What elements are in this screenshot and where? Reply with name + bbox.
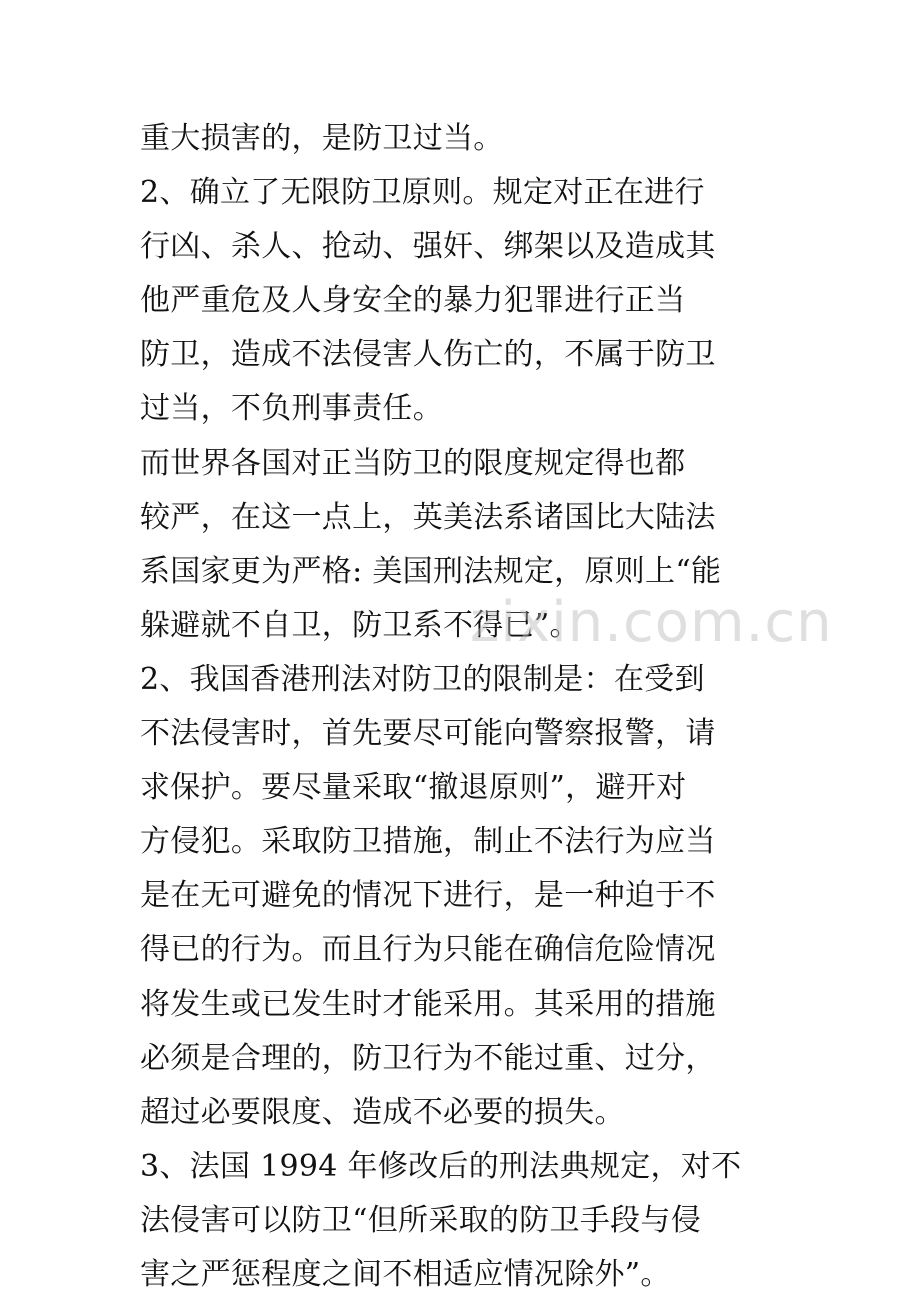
text-line: 不法侵害时，首先要尽可能向警察报警，请 [140, 716, 716, 752]
text-line: 3、法国 1994 年修改后的刑法典规定，对不 [140, 1148, 742, 1184]
text-line: 求保护。要尽量采取“撤退原则”，避开对 [140, 770, 687, 806]
text-line: 方侵犯。采取防卫措施，制止不法行为应当 [140, 824, 716, 860]
text-line: 他严重危及人身安全的暴力犯罪进行正当 [140, 283, 686, 319]
text-line: 必须是合理的，防卫行为不能过重、过分， [140, 1040, 716, 1076]
text-line: 躲避就不自卫，防卫系不得已”。 [140, 607, 580, 643]
text-line: 而世界各国对正当防卫的限度规定得也都 [140, 445, 686, 481]
text-line: 较严，在这一点上，英美法系诸国比大陆法 [140, 499, 716, 535]
text-line: 法侵害可以防卫“但所采取的防卫手段与侵 [140, 1202, 702, 1238]
text-line: 重大损害的，是防卫过当。 [140, 121, 504, 156]
text-line: 2、我国香港刑法对防卫的限制是：在受到 [140, 661, 705, 697]
text-line: 超过必要限度、造成不必要的损失。 [140, 1094, 625, 1130]
document-body [140, 112, 800, 1302]
text-line: 防卫，造成不法侵害人伤亡的，不属于防卫 [140, 337, 716, 373]
text-line: 2、确立了无限防卫原则。规定对正在进行 [140, 175, 705, 211]
text-line: 是在无可避免的情况下进行，是一种迫于不 [140, 878, 716, 914]
text-line: 得已的行为。而且行为只能在确信危险情况 [140, 932, 716, 968]
watermark: zixin.com.cn [470, 590, 833, 655]
text-line: 过当，不负刑事责任。 [140, 391, 443, 427]
text-line: 系国家更为严格: 美国刑法规定，原则上“能 [140, 553, 722, 589]
text-line: 行凶、杀人、抢动、强奸、绑架以及造成其 [140, 229, 716, 265]
text-line: 害之严惩程度之间不相适应情况除外”。 [140, 1256, 671, 1292]
text-line: 将发生或已发生时才能采用。其采用的措施 [140, 986, 716, 1022]
